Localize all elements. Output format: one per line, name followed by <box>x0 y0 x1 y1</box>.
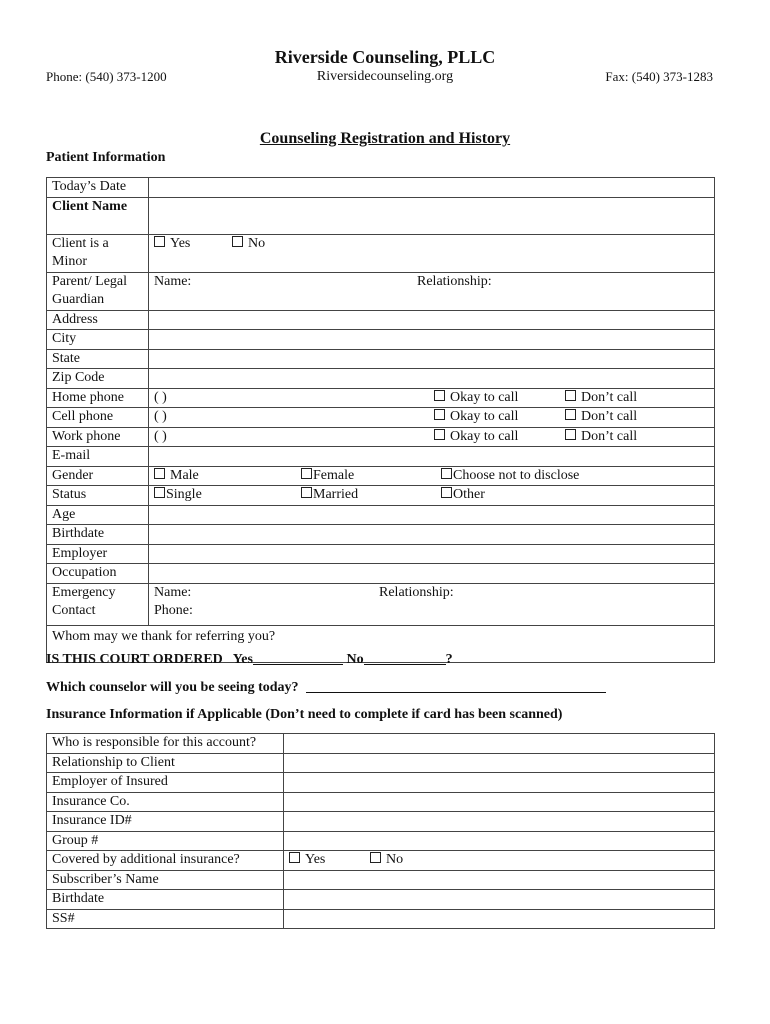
additional-yes-option[interactable]: Yes <box>289 851 325 870</box>
field-client-name[interactable] <box>149 197 715 234</box>
field-client-minor <box>149 234 715 272</box>
referral-label: Whom may we thank for referring you? <box>52 628 276 644</box>
cell-okay-option[interactable]: Okay to call <box>434 408 518 427</box>
minor-no-option[interactable]: No <box>232 235 265 254</box>
checkbox-icon[interactable] <box>441 487 452 498</box>
label-guardian: Parent/ Legal Guardian <box>47 272 149 310</box>
org-phone: Phone: (540) 373-1200 <box>46 69 167 84</box>
label-employer: Employer <box>47 544 149 564</box>
field-relationship-to-client[interactable] <box>284 753 715 773</box>
label-status: Status <box>47 486 149 506</box>
checkbox-icon[interactable] <box>565 390 576 401</box>
field-city[interactable] <box>149 330 715 350</box>
field-todays-date[interactable] <box>149 178 715 198</box>
field-home-phone[interactable] <box>149 388 715 408</box>
field-birthdate[interactable] <box>149 525 715 545</box>
field-insurance-id[interactable] <box>284 812 715 832</box>
insurance-section-title: Insurance Information if Applicable (Don’t need to complete if card has been scanned) <box>46 707 563 722</box>
field-insurance-co[interactable] <box>284 792 715 812</box>
checkbox-icon[interactable] <box>441 468 452 479</box>
label-additional-insurance: Covered by additional insurance? <box>47 851 284 871</box>
field-zip[interactable] <box>149 369 715 389</box>
label-cell-phone: Cell phone <box>47 408 149 428</box>
gender-female-option[interactable]: Female <box>301 467 354 486</box>
gender-male-option[interactable]: Male <box>154 467 199 486</box>
label-email: E-mail <box>47 447 149 467</box>
label-state: State <box>47 349 149 369</box>
checkbox-icon[interactable] <box>565 409 576 420</box>
label-insurance-id: Insurance ID# <box>47 812 284 832</box>
field-insurance-birthdate[interactable] <box>284 890 715 910</box>
status-single-option[interactable]: Single <box>154 486 202 505</box>
emergency-phone-label: Phone: <box>154 602 193 618</box>
court-yes-blank[interactable] <box>253 650 343 665</box>
home-dont-option[interactable]: Don’t call <box>565 389 637 408</box>
field-additional-insurance <box>284 851 715 871</box>
checkbox-icon[interactable] <box>434 429 445 440</box>
emergency-name-label: Name: <box>154 584 192 600</box>
checkbox-icon[interactable] <box>565 429 576 440</box>
additional-no-option[interactable]: No <box>370 851 403 870</box>
checkbox-icon[interactable] <box>370 852 381 863</box>
label-subscriber-name: Subscriber’s Name <box>47 870 284 890</box>
field-work-phone[interactable] <box>149 427 715 447</box>
work-dont-option[interactable]: Don’t call <box>565 428 637 447</box>
field-occupation[interactable] <box>149 564 715 584</box>
patient-section-title: Patient Information <box>46 150 166 165</box>
field-age[interactable] <box>149 505 715 525</box>
gender-undisclosed-option[interactable]: Choose not to disclose <box>441 467 579 486</box>
label-ssn: SS# <box>47 909 284 929</box>
label-employer-of-insured: Employer of Insured <box>47 773 284 793</box>
checkbox-icon[interactable] <box>232 236 243 247</box>
label-birthdate: Birthdate <box>47 525 149 545</box>
label-address: Address <box>47 310 149 330</box>
status-other-option[interactable]: Other <box>441 486 485 505</box>
guardian-relationship-label: Relationship: <box>417 273 492 289</box>
field-subscriber-name[interactable] <box>284 870 715 890</box>
field-group[interactable] <box>284 831 715 851</box>
field-ssn[interactable] <box>284 909 715 929</box>
label-age: Age <box>47 505 149 525</box>
home-okay-option[interactable]: Okay to call <box>434 389 518 408</box>
checkbox-icon[interactable] <box>301 487 312 498</box>
court-no-blank[interactable] <box>364 650 446 665</box>
label-work-phone: Work phone <box>47 427 149 447</box>
insurance-info-table <box>46 733 715 929</box>
patient-info-table <box>46 177 715 663</box>
emergency-relationship-label: Relationship: <box>379 584 454 600</box>
field-guardian[interactable] <box>149 272 715 310</box>
org-fax: Fax: (540) 373-1283 <box>605 69 713 84</box>
field-email[interactable] <box>149 447 715 467</box>
minor-yes-option[interactable]: Yes <box>154 235 190 254</box>
field-responsible[interactable] <box>284 734 715 754</box>
guardian-name-label: Name: <box>154 273 192 289</box>
cell-dont-option[interactable]: Don’t call <box>565 408 637 427</box>
label-gender: Gender <box>47 466 149 486</box>
field-employer[interactable] <box>149 544 715 564</box>
org-website: Riversidecounseling.org <box>316 69 454 84</box>
label-client-minor: Client is a Minor <box>47 234 149 272</box>
area-code-paren: ( ) <box>154 389 167 405</box>
area-code-paren: ( ) <box>154 428 167 444</box>
field-emergency-contact[interactable] <box>149 583 715 625</box>
field-employer-of-insured[interactable] <box>284 773 715 793</box>
field-address[interactable] <box>149 310 715 330</box>
label-occupation: Occupation <box>47 564 149 584</box>
label-home-phone: Home phone <box>47 388 149 408</box>
field-status <box>149 486 715 506</box>
area-code-paren: ( ) <box>154 409 167 424</box>
field-cell-phone[interactable] <box>149 408 715 428</box>
label-insurance-birthdate: Birthdate <box>47 890 284 910</box>
label-relationship-to-client: Relationship to Client <box>47 753 284 773</box>
checkbox-icon[interactable] <box>301 468 312 479</box>
label-responsible: Who is responsible for this account? <box>47 734 284 754</box>
work-okay-option[interactable]: Okay to call <box>434 428 518 447</box>
checkbox-icon[interactable] <box>154 468 165 479</box>
court-ordered-question: IS THIS COURT ORDERED Yes No ? <box>46 652 453 667</box>
label-client-name: Client Name <box>47 197 149 234</box>
label-zip: Zip Code <box>47 369 149 389</box>
label-todays-date: Today’s Date <box>47 178 149 198</box>
checkbox-icon[interactable] <box>154 487 165 498</box>
checkbox-icon[interactable] <box>289 852 300 863</box>
checkbox-icon[interactable] <box>154 236 165 247</box>
field-gender <box>149 466 715 486</box>
checkbox-icon[interactable] <box>434 390 445 401</box>
counselor-blank[interactable] <box>306 678 606 693</box>
counselor-question: Which counselor will you be seeing today? <box>46 678 606 696</box>
status-married-option[interactable]: Married <box>301 486 358 505</box>
org-name: Riverside Counseling, PLLC <box>274 47 496 67</box>
label-group: Group # <box>47 831 284 851</box>
label-emergency-contact: Emergency Contact <box>47 583 149 625</box>
field-state[interactable] <box>149 349 715 369</box>
document-title: Counseling Registration and History <box>259 130 511 147</box>
label-insurance-co: Insurance Co. <box>47 792 284 812</box>
checkbox-icon[interactable] <box>434 409 445 420</box>
label-city: City <box>47 330 149 350</box>
